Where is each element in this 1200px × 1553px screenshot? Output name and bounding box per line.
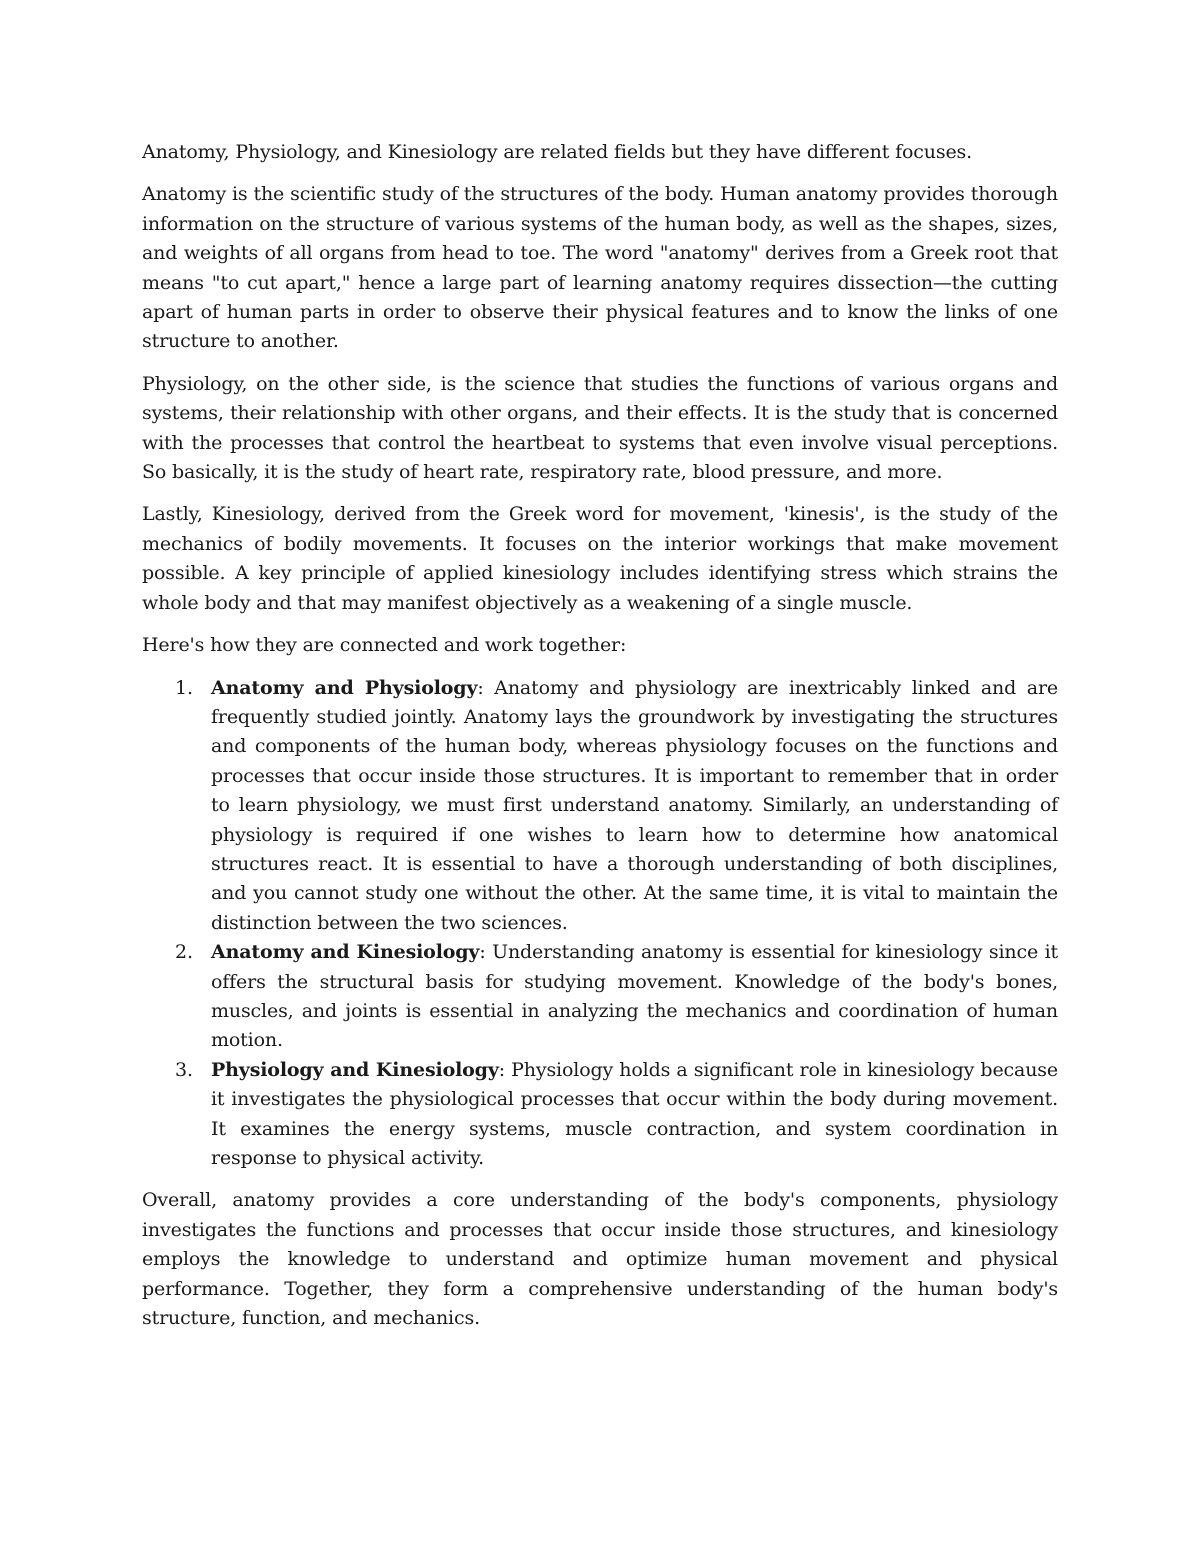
list-item bbox=[175, 938, 1058, 1056]
list-item bbox=[175, 674, 1059, 939]
anatomy-paragraph: Anatomy is the scientific study of the structures of the body. Human anatomy provides thorough information on the structure of various systems of the human body, as well as the shapes, sizes, and weights of all organs from head to toe. The word "anatomy" derives from a Greek root that means "to cut apart," hence a large part of learning anatomy requires dissection—the cutting apart of human parts in order to observe their physical features and to know the links of one structure to another. bbox=[142, 183, 1058, 353]
list-item-title: Physiology and Kinesiology bbox=[211, 1058, 499, 1081]
list-item bbox=[175, 1056, 1058, 1174]
physiology-paragraph: Physiology, on the other side, is the science that studies the functions of various organs and systems, their relationship with other organs, and their effects. It is the study that is concerned with the processes that control the heartbeat to systems that even involve visual perceptions. So basically, it is the study of heart rate, respiratory rate, blood pressure, and more. bbox=[142, 372, 1058, 484]
intro-paragraph: Anatomy, Physiology, and Kinesiology are related fields but they have different focuses. bbox=[142, 141, 973, 163]
list-item-text: : Anatomy and physiology are inextricably linked and are frequently studied jointly. Anatomy lays the groundwork by investigating the structures and components of the human body, whereas physiology focuses on the functions and processes that occur inside those structures. It is important to remember that in order to learn physiology, we must first understand anatomy. Similarly, an understanding of physiology is required if one wishes to learn how to determine how anatomical structures react. It is essential to have a thorough understanding of both disciplines, and you cannot study one without the other. At the same time, it is vital to maintain the distinction between the two sciences. bbox=[211, 676, 1059, 934]
list-item-number: 3. bbox=[175, 1058, 193, 1081]
connection-intro-paragraph: Here's how they are connected and work together: bbox=[142, 634, 627, 657]
list-item-number: 1. bbox=[175, 676, 193, 699]
list-item-text: : Understanding anatomy is essential for kinesiology since it offers the structural basis for studying movement. Knowledge of the body's bones, muscles, and joints is essential in analyzing the mechanics and coordination of human motion. bbox=[211, 941, 1058, 1052]
kinesiology-paragraph: Lastly, Kinesiology, derived from the Greek word for movement, 'kinesis', is the study of the mechanics of bodily movements. It focuses on the interior workings that make movement possible. A key principle of applied kinesiology includes identifying stress which strains the whole body and that may manifest objectively as a weakening of a single muscle. bbox=[142, 503, 1058, 614]
connection-list bbox=[142, 674, 1058, 1174]
list-item-number: 2. bbox=[175, 941, 193, 964]
list-item-text: : Physiology holds a significant role in kinesiology because it investigates the physiological processes that occur within the body during movement. It examines the energy systems, muscle contraction, and system coordination in response to physical activity. bbox=[211, 1058, 1058, 1169]
list-item-title: Anatomy and Kinesiology bbox=[211, 941, 480, 964]
conclusion-paragraph: Overall, anatomy provides a core understanding of the body's components, physiology investigates the functions and processes that occur inside those structures, and kinesiology employs the knowledge to understand and optimize human movement and physical performance. Together, they form a comprehensive understanding of the human body's structure, function, and mechanics. bbox=[142, 1189, 1058, 1330]
list-item-title: Anatomy and Physiology bbox=[211, 676, 478, 699]
